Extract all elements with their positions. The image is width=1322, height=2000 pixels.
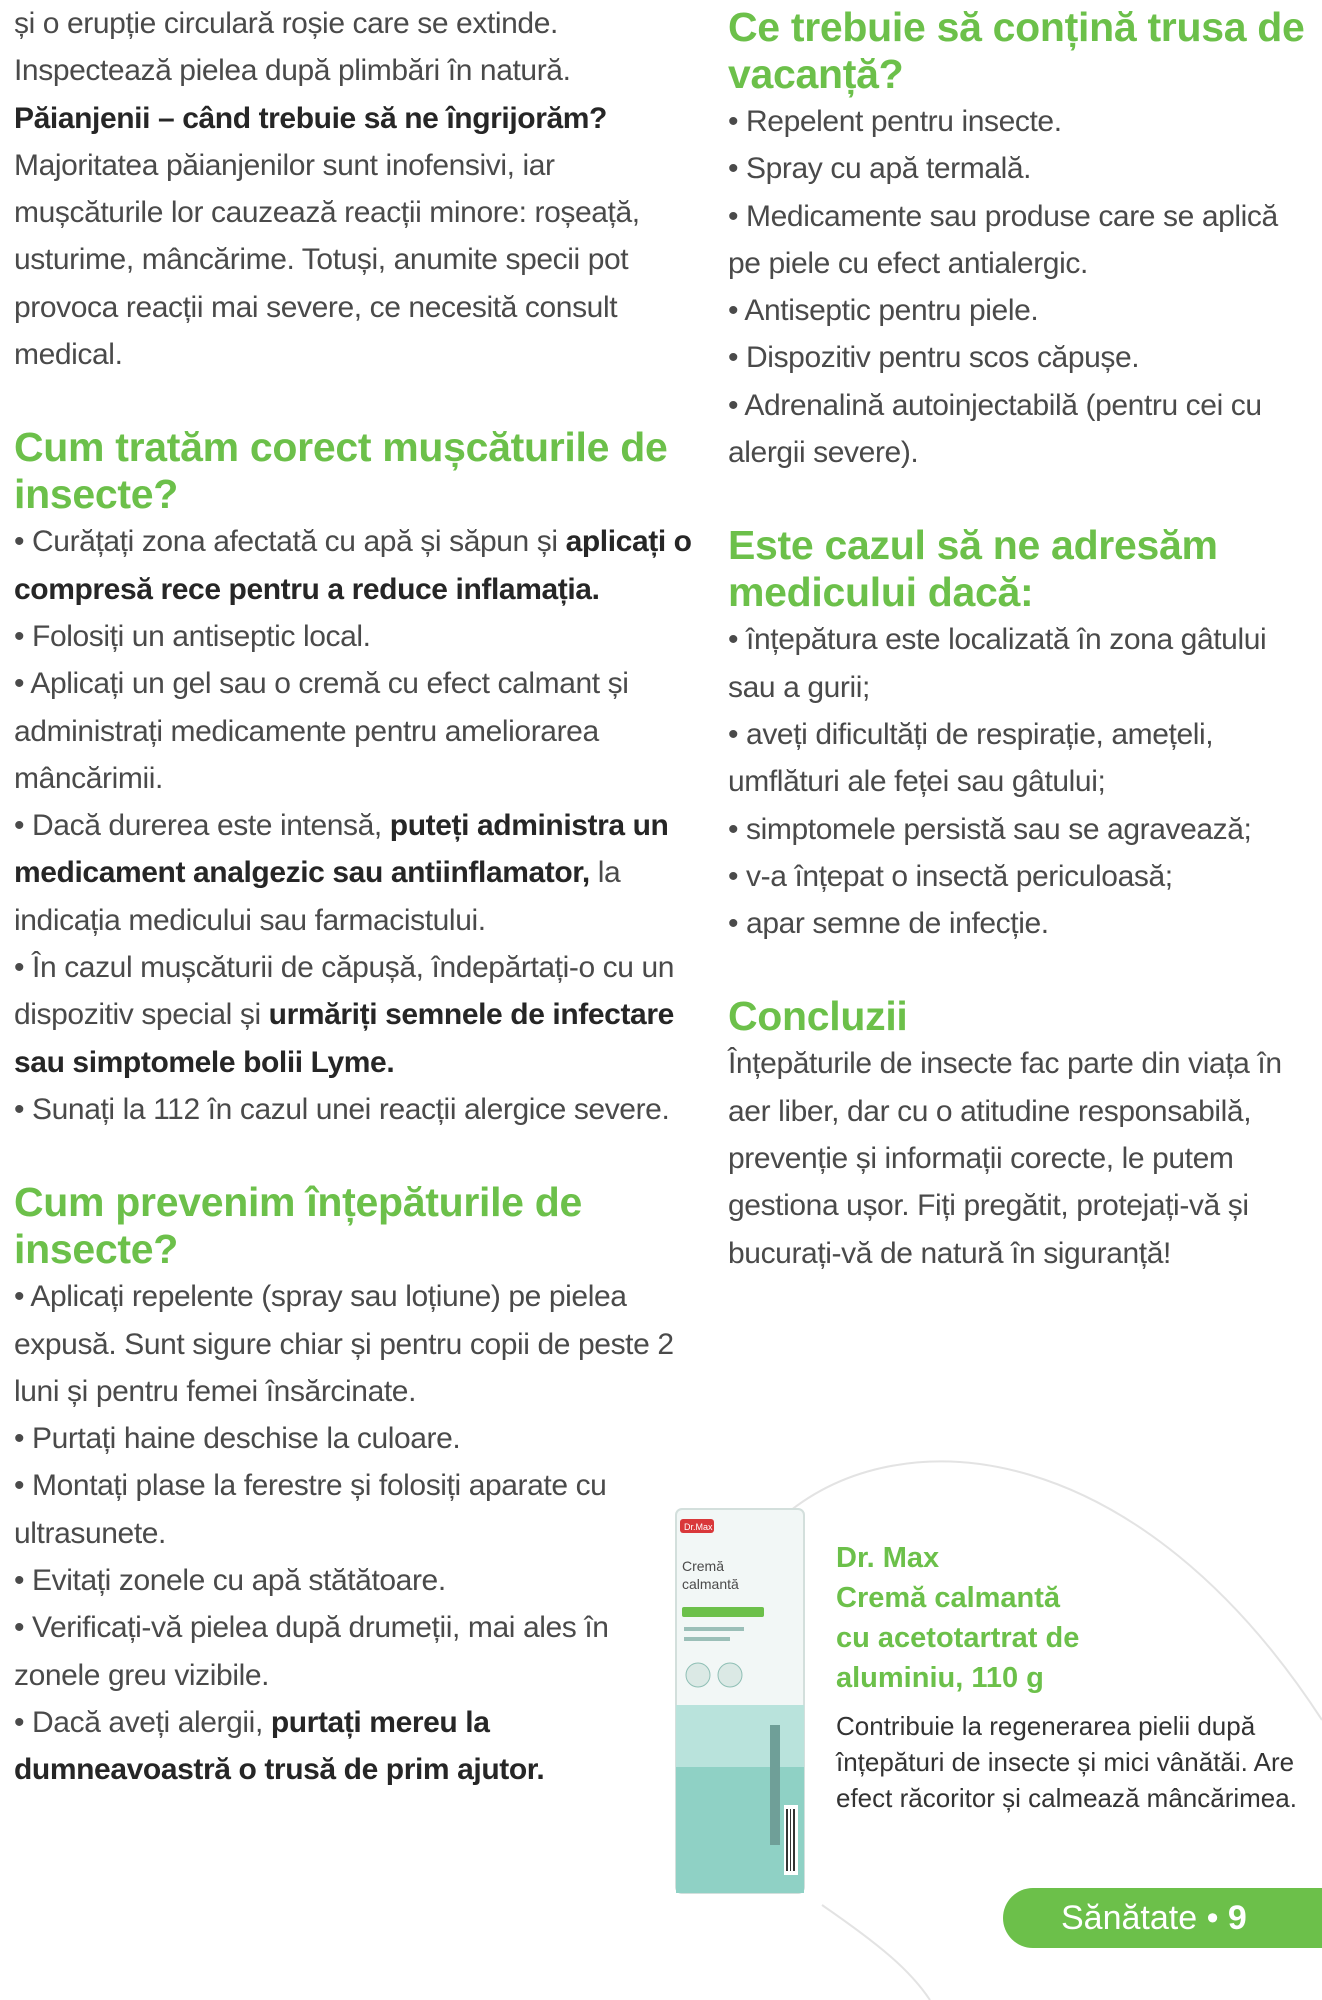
tube-label-line-1: Cremă: [682, 1558, 725, 1574]
kit-item: • Repelent pentru insecte.: [728, 105, 1062, 138]
cream-tube-image: [670, 1505, 810, 1897]
product-name-line-2: Cremă calmantă: [836, 1582, 1061, 1614]
kit-item: • Spray cu apă termală.: [728, 152, 1032, 186]
doctor-item: • apar semne de infecție.: [728, 907, 1049, 941]
product-block: [836, 1538, 1306, 1816]
conclusion-text: Înțepăturile de insecte fac parte din viața în aer liber, dar cu o atitudine responsabilă, prevenție și informații corecte, le putem gestiona ușor. Fiți pregătit, protejați-vă și bucurați-vă de natură în siguranță!: [728, 1047, 1282, 1270]
right-column: [728, 0, 1318, 1277]
prevent-bullet-2: • Purtați haine deschise la culoare.: [14, 1422, 461, 1456]
left-column: [14, 0, 694, 1794]
page-number: 9: [1227, 1899, 1247, 1937]
doctor-item: • v-a înțepat o insectă periculoasă;: [728, 859, 1173, 893]
doctor-heading: Este cazul să ne adresăm medicului dacă:: [728, 522, 1218, 616]
product-name-line-3: cu acetotartrat de: [836, 1622, 1080, 1654]
prevent-bullet-3: • Montați plase la ferestre și folosiți aparate cu ultrasunete.: [14, 1469, 607, 1550]
intro-line-1: și o erupție circulară roșie care se extinde.: [14, 7, 558, 40]
kit-item: • Dispozitiv pentru scos căpușe.: [728, 341, 1140, 375]
product-name-line-4: aluminiu, 110 g: [836, 1662, 1044, 1694]
tube-label-line-2: calmantă: [682, 1576, 739, 1592]
kit-item: • Medicamente sau produse care se aplică pe piele cu efect antialergic.: [728, 199, 1278, 280]
prevent-bullet-6-bold: purtați mereu la dumneavoastră o trusă de prim ajutor.: [14, 1705, 545, 1787]
conclusion-heading: Concluzii: [728, 993, 908, 1040]
doctor-item: • simptomele persistă sau se agravează;: [728, 812, 1252, 846]
doctor-item: • aveți dificultăți de respirație, amețeli, umflături ale feței sau gâtului;: [728, 717, 1214, 799]
prevent-bullet-4: • Evitați zonele cu apă stătătoare.: [14, 1564, 446, 1598]
prevent-bullet-6-text: • Dacă aveți alergii,: [14, 1705, 271, 1739]
treat-bullet-4-bold: puteți administra un medicament analgezic sau antiinflamator,: [14, 809, 669, 890]
treat-bullet-2: • Folosiți un antiseptic local.: [14, 619, 371, 653]
prevent-bullet-5: • Verificați-vă pielea după drumeții, mai ales în zonele greu vizibile.: [14, 1611, 609, 1692]
badge-separator: •: [1197, 1899, 1228, 1937]
treat-bullet-4: [14, 802, 694, 944]
doctor-item: • înțepătura este localizată în zona gâtului sau a gurii;: [728, 623, 1267, 704]
treat-heading: Cum tratăm corect mușcăturile de insecte?: [14, 424, 668, 518]
prevent-bullet-6: [14, 1699, 654, 1794]
kit-heading: Ce trebuie să conțină trusa de vacanță?: [728, 4, 1305, 97]
tube-brand: Dr.Max: [684, 1522, 713, 1532]
intro-line-2: Inspectează pielea după plimbări în natură.: [14, 54, 571, 88]
treat-bullet-4-tail: la indicația medicului sau farmacistului.: [14, 856, 621, 937]
kit-item: • Antiseptic pentru piele.: [728, 294, 1039, 328]
product-description: Contribuie la regenerarea pielii după înțepături de insecte și mici vânătăi. Are efect răcoritor și calmează mâncărimea.: [836, 1711, 1297, 1813]
treat-bullet-5: [14, 944, 694, 1086]
treat-bullet-6: • Sunați la 112 în cazul unei reacții alergice severe.: [14, 1092, 670, 1126]
treat-bullet-5-bold: urmăriți semnele de infectare sau simptomele bolii Lyme.: [14, 998, 674, 1079]
treat-bullet-4-text: • Dacă durerea este intensă,: [14, 809, 390, 843]
prevent-bullet-1: • Aplicați repelente (spray sau loțiune) pe pielea expusă. Sunt sigure chiar și pentru copii de peste 2 luni și pentru femei însărcinate.: [14, 1280, 674, 1408]
kit-item: • Adrenalină autoinjectabilă (pentru cei cu alergii severe).: [728, 388, 1262, 470]
section-label: Sănătate: [1061, 1899, 1198, 1937]
product-name-line-1: Dr. Max: [836, 1542, 940, 1574]
treat-bullet-1-text: • Curățați zona afectată cu apă și săpun și: [14, 525, 566, 559]
treat-bullet-1-bold: aplicați o compresă rece pentru a reduce inflamația.: [14, 525, 692, 606]
spiders-heading: Păianjenii – când trebuie să ne îngrijorăm?: [14, 101, 607, 135]
page-badge: [1003, 1888, 1322, 1948]
treat-bullet-3: • Aplicați un gel sau o cremă cu efect calmant și administrați medicamente pentru ameliorarea mâncărimii.: [14, 667, 629, 795]
prevent-heading: Cum prevenim înțepăturile de insecte?: [14, 1179, 583, 1273]
spiders-text: Majoritatea păianjenilor sunt inofensivi, iar mușcăturile lor cauzează reacții minore: roșeață, usturime, mâncărime. Totuși, anumite specii pot provoca reacții mai severe, ce necesită consult medical.: [14, 148, 640, 372]
treat-bullet-1: [14, 518, 694, 613]
spiders-section: [14, 95, 694, 379]
treat-bullet-5-text: • În cazul mușcăturii de căpușă, îndepărtați-o cu un dispozitiv special și: [14, 951, 675, 1032]
